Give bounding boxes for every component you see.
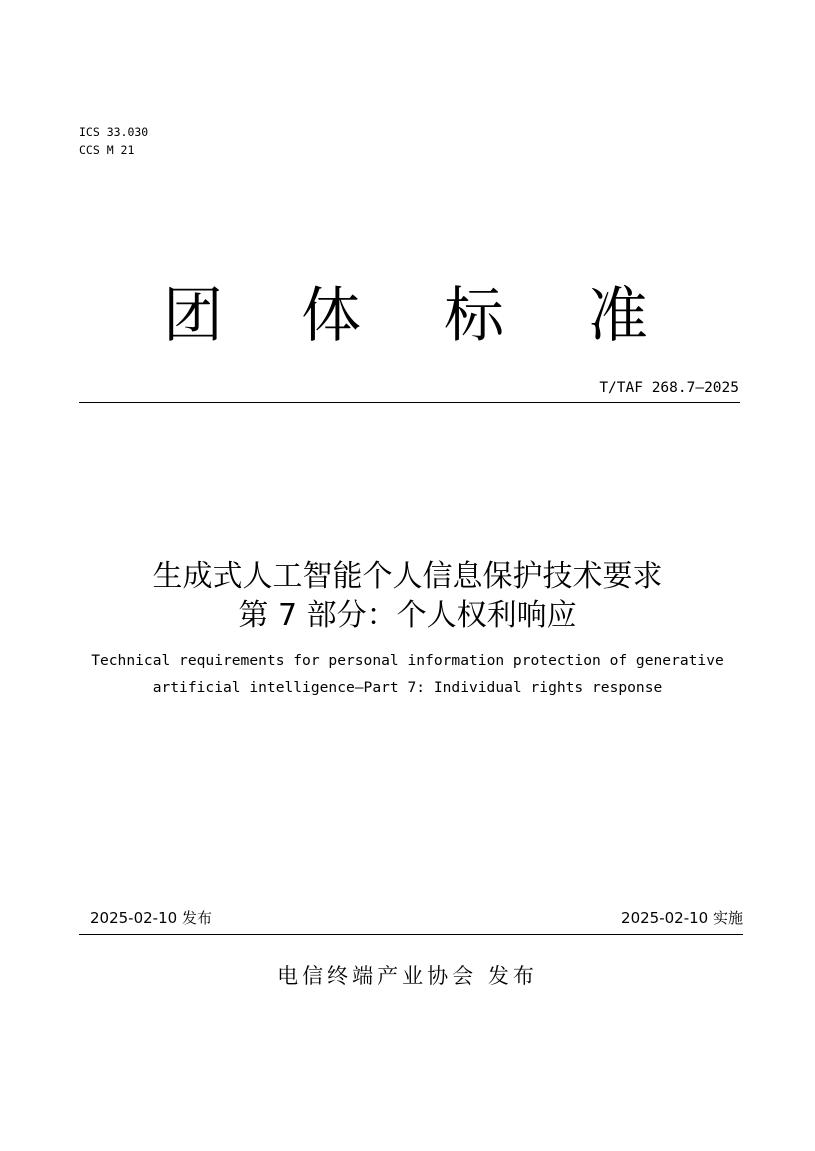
standard-type-heading [0, 276, 815, 356]
title-chinese-line-2: 第 7 部分：个人权利响应 [238, 598, 577, 633]
ics-code: ICS 33.030 [79, 125, 149, 139]
issuer: 电信终端产业协会 发布 [277, 964, 538, 988]
footer-divider [79, 934, 743, 935]
header-divider [79, 402, 740, 403]
release-date: 2025-02-10 发布 [90, 909, 212, 927]
title-chinese-line-1: 生成式人工智能个人信息保护技术要求 [152, 559, 663, 594]
standard-type-char: 标 [444, 281, 504, 351]
standard-type-char: 团 [163, 281, 223, 351]
ccs-code: CCS M 21 [79, 143, 135, 157]
classification-codes [79, 123, 148, 159]
standard-type-char: 准 [588, 281, 648, 351]
standard-number: T/TAF 268.7—2025 [599, 380, 739, 396]
title-english-line-1: Technical requirements for personal information protection of generative [91, 652, 724, 669]
title-english-line-2: artificial intelligence—Part 7: Individual rights response [152, 679, 663, 696]
implementation-date: 2025-02-10 实施 [621, 909, 743, 927]
standard-type-char: 体 [301, 281, 361, 351]
